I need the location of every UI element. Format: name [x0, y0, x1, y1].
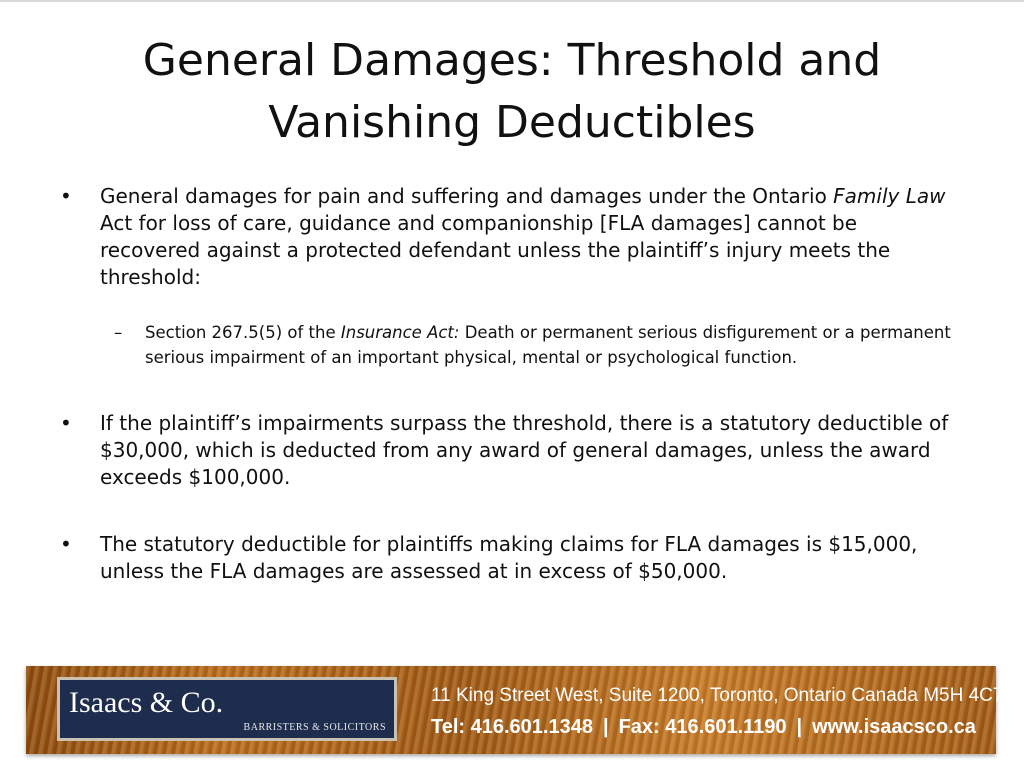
slide-title-line-2: Vanishing Deductibles [268, 97, 756, 148]
website-link[interactable]: www.isaacsco.ca [812, 716, 976, 738]
bullet-text: The statutory deductible for plaintiffs making claims for FLA damages is $15,000, unless the FLA damages are assessed at in excess of $50,000. [100, 532, 918, 583]
slide-title [60, 30, 964, 154]
footer-banner [26, 666, 1004, 754]
firm-logo [57, 677, 397, 741]
firm-subtitle: BARRISTERS & SOLICITORS [243, 722, 386, 733]
phone-number: Tel: 416.601.1348 [431, 716, 593, 738]
sub-bullet-italic-text: Insurance Act: [340, 323, 460, 342]
bullet-text: If the plaintiff’s impairments surpass the threshold, there is a statutory deductible of $30,000, which is deducted from any award of general damages, unless the award exceeds $100,000. [100, 411, 949, 489]
firm-contact [431, 716, 976, 739]
bullet-general-damages [60, 183, 960, 291]
top-divider [0, 0, 1024, 2]
bullet-statutory-deductible [60, 410, 960, 491]
sub-bullet-text: Death or permanent serious disfigurement or a permanent serious impairment of an important physical, mental or psychological function. [145, 323, 951, 367]
fax-number: Fax: 416.601.1190 [618, 716, 787, 738]
firm-name: Isaacs & Co. [69, 686, 224, 719]
bullet-glyph: • [60, 532, 72, 556]
separator: | [796, 716, 803, 738]
sub-bullet-text: Section 267.5(5) of the [145, 323, 341, 342]
sub-bullet-insurance-act [60, 321, 960, 370]
bullet-text: General damages for pain and suffering and damages under the Ontario [100, 184, 834, 208]
dash-glyph: – [114, 323, 123, 342]
bullet-text: Act for loss of care, guidance and companionship [FLA damages] cannot be recovered against a protected defendant unless the plaintiff’s injury meets the threshold: [100, 211, 891, 289]
separator: | [602, 716, 609, 738]
slide-body [60, 183, 960, 585]
bullet-glyph: • [60, 184, 72, 208]
bullet-italic-text: Family Law [833, 184, 946, 208]
bullet-glyph: • [60, 411, 72, 435]
bullet-fla-deductible [60, 531, 960, 585]
slide-title-line-1: General Damages: Threshold and [142, 35, 882, 86]
firm-address: 11 King Street West, Suite 1200, Toronto, Ontario Canada M5H 4C7 [431, 685, 1004, 706]
